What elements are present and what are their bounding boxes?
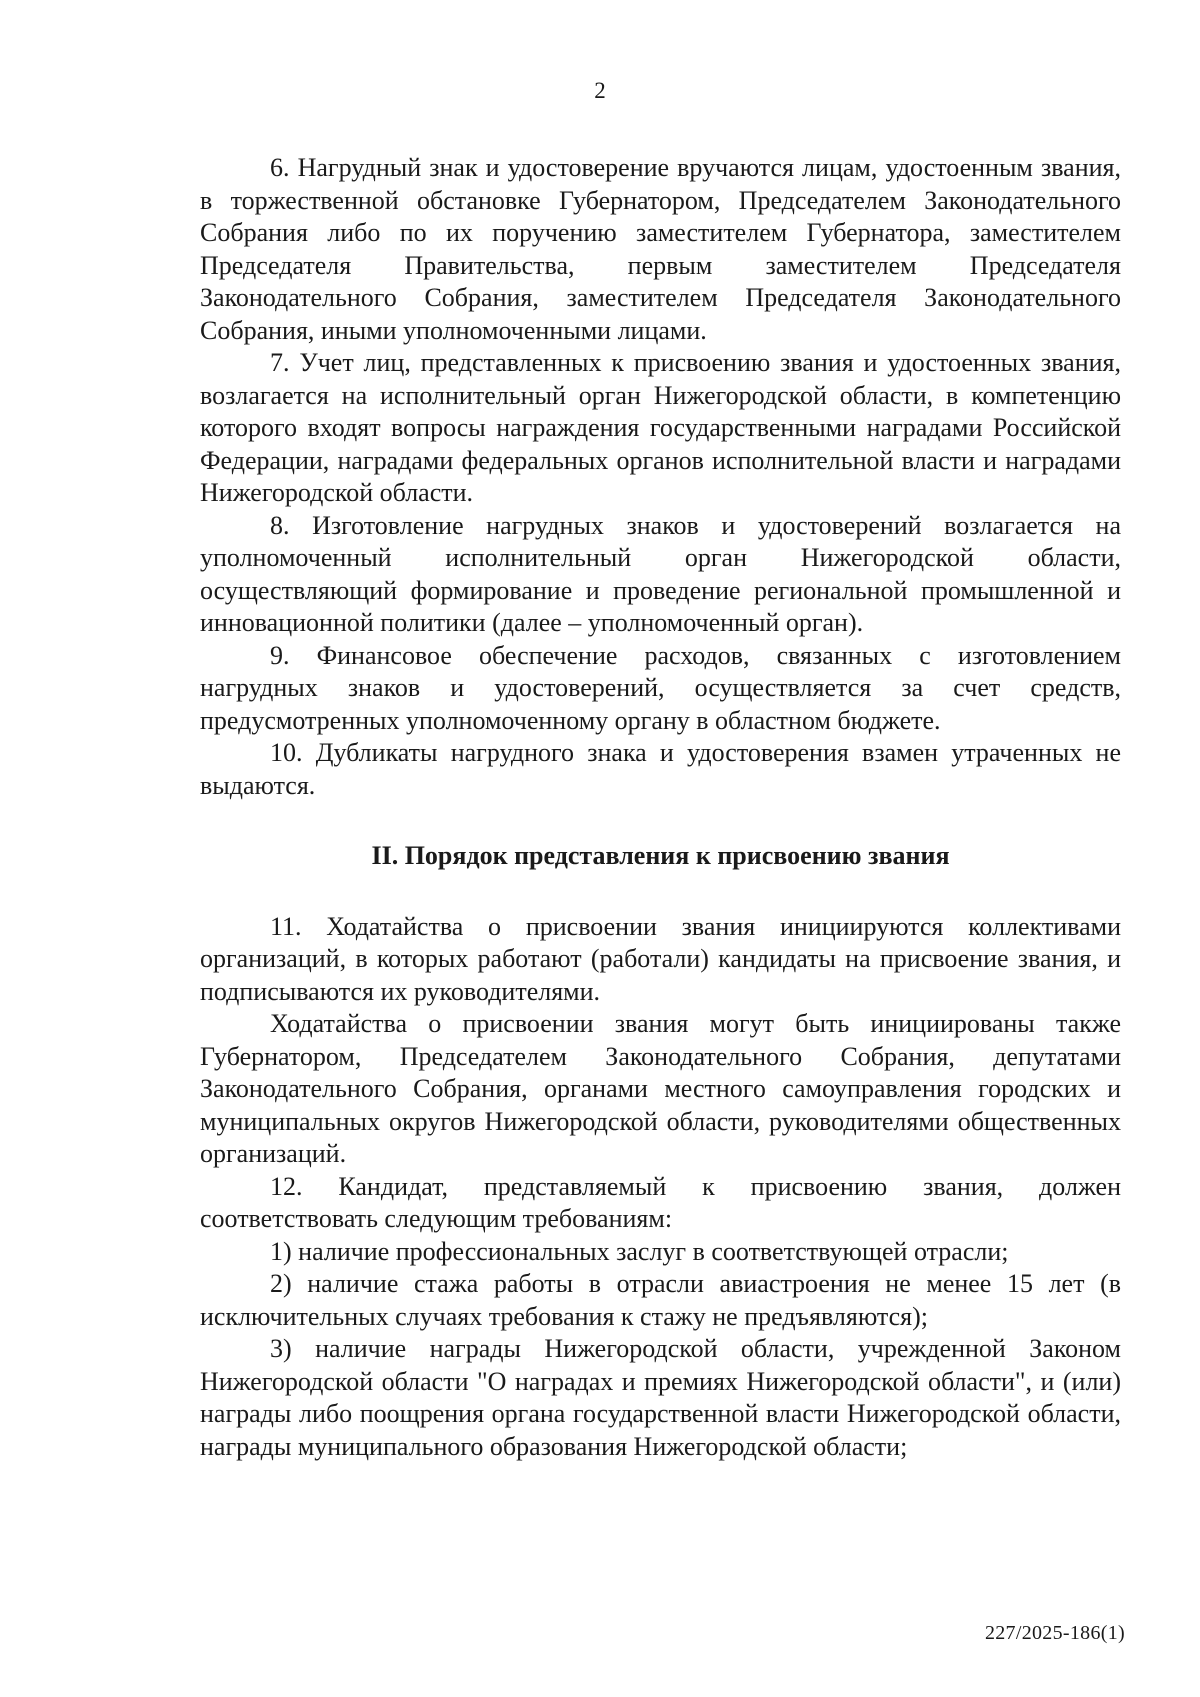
paragraph-11: 11. Ходатайства о присвоении звания инициируются коллективами организаций, в которых работают (работали) кандидаты на присвоение звания, и подписываются их руководителями.: [200, 911, 1121, 1006]
page-number: 2: [594, 78, 606, 103]
paragraph-11-continued: Ходатайства о присвоении звания могут быть инициированы также Губернатором, Председателем Законодательного Собрания, депутатами Законодательного Собрания, органами местного самоуправления городских и муниципальных округов Нижегородской области, руководителями общественных организаций.: [200, 1009, 1121, 1168]
section-heading: II. Порядок представления к присвоению звания: [371, 841, 950, 870]
paragraph-8: 8. Изготовление нагрудных знаков и удостоверений возлагается на уполномоченный исполнительный орган Нижегородской области, осуществляющий формирование и проведение региональной промышленной и инновационной политики (далее – уполномоченный орган).: [200, 510, 1121, 637]
document-body: [200, 152, 1121, 1463]
paragraph-6: 6. Нагрудный знак и удостоверение вручаются лицам, удостоенным звания, в торжественной обстановке Губернатором, Председателем Законодательного Собрания либо по их поручению заместителем Губернатора, заместителем Председателя Правительства, первым заместителем Председателя Законодательного Собрания, заместителем Председателя Законодательного Собрания, иными уполномоченными лицами.: [200, 153, 1121, 345]
requirement-1: 1) наличие профессиональных заслуг в соответствующей отрасли;: [270, 1236, 1009, 1266]
paragraph-10: 10. Дубликаты нагрудного знака и удостоверения взамен утраченных не выдаются.: [200, 738, 1121, 800]
paragraph-12: 12. Кандидат, представляемый к присвоению звания, должен соответствовать следующим требованиям:: [200, 1171, 1121, 1233]
paragraph-9: 9. Финансовое обеспечение расходов, связанных с изготовлением нагрудных знаков и удостоверений, осуществляется за счет средств, предусмотренных уполномоченному органу в областном бюджете.: [200, 640, 1121, 735]
requirement-3: 3) наличие награды Нижегородской области, учрежденной Законом Нижегородской области "О наградах и премиях Нижегородской области", и (или) награды либо поощрения органа государственной власти Нижегородской области, награды муниципального образования Нижегородской области;: [200, 1334, 1121, 1461]
requirement-2: 2) наличие стажа работы в отрасли авиастроения не менее 15 лет (в исключительных случаях требования к стажу не предъявляются);: [200, 1269, 1121, 1331]
paragraph-7: 7. Учет лиц, представленных к присвоению звания и удостоенных звания, возлагается на исполнительный орган Нижегородской области, в компетенцию которого входят вопросы награждения государственными наградами Российской Федерации, наградами федеральных органов исполнительной власти и наградами Нижегородской области.: [200, 348, 1121, 507]
document-code: 227/2025-186(1): [984, 1622, 1125, 1644]
